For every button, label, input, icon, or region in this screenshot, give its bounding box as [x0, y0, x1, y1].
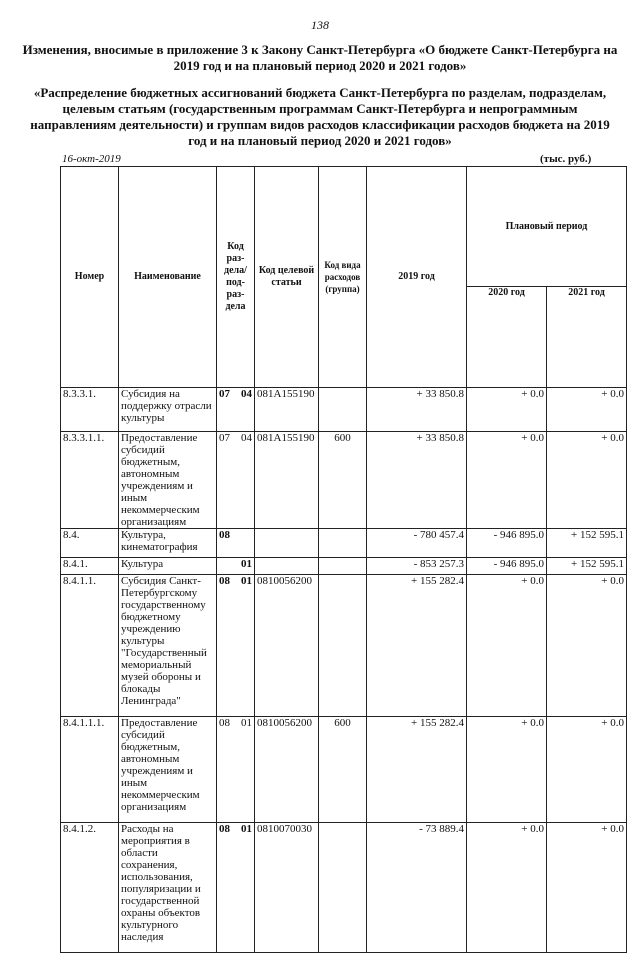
row-2019: + 33 850.8: [367, 388, 467, 432]
row-2020: + 0.0: [467, 432, 547, 529]
row-section: 08 01: [217, 717, 255, 823]
row-2021: + 0.0: [547, 575, 627, 717]
table-row: [61, 529, 627, 558]
row-section: 08 01: [217, 575, 255, 717]
row-section: 07 04: [217, 432, 255, 529]
header-section-code: Код раз-дела/ под-раз-дела: [217, 167, 255, 388]
row-2021: + 152 595.1: [547, 558, 627, 575]
row-name: Культура: [119, 558, 217, 575]
header-planned-period: Плановый период: [467, 167, 627, 287]
units-label: (тыс. руб.): [540, 153, 592, 165]
table-row: [61, 717, 627, 823]
row-number: 8.4.: [61, 529, 119, 558]
row-target: 081A155190: [255, 388, 319, 432]
row-kind: [319, 529, 367, 558]
row-name: Культура, кинематография: [119, 529, 217, 558]
row-name: Предоставление субсидий бюджетным, автономным учреждениям и иным некоммерческим организациям: [119, 432, 217, 529]
row-number: 8.4.1.: [61, 558, 119, 575]
row-kind: 600: [319, 717, 367, 823]
row-name: Субсидия Санкт-Петербургскому государственному бюджетному учреждению культуры "Государственный мемориальный музей обороны и блокады Ленинграда": [119, 575, 217, 717]
row-2019: + 155 282.4: [367, 717, 467, 823]
appendix-title: «Распределение бюджетных ассигнований бюджета Санкт-Петербурга по разделам, подразделам, целевым статьям (государственным программам Санкт-Петербурга и непрограммным направлениям деятельности) и группам видов расходов классификации расходов бюджета на 2019 год и на плановый период 2020 и 2021 годов»: [30, 85, 610, 148]
document-title: Изменения, вносимые в приложение 3 к Закону Санкт-Петербурга «О бюджете Санкт-Петербурга на 2019 год и на плановый период 2020 и 2021 годов»: [22, 42, 618, 73]
row-number: 8.4.1.2.: [61, 823, 119, 953]
row-number: 8.4.1.1.: [61, 575, 119, 717]
row-number: 8.3.3.1.1.: [61, 432, 119, 529]
row-2020: - 946 895.0: [467, 558, 547, 575]
header-2021: 2021 год: [547, 287, 627, 388]
row-target: [255, 529, 319, 558]
row-section: 07 04: [217, 388, 255, 432]
row-name: Предоставление субсидий бюджетным, автономным учреждениям и иным некоммерческим организациям: [119, 717, 217, 823]
row-kind: 600: [319, 432, 367, 529]
row-2021: + 0.0: [547, 823, 627, 953]
row-2020: + 0.0: [467, 823, 547, 953]
header-2019: 2019 год: [367, 167, 467, 388]
row-2019: - 73 889.4: [367, 823, 467, 953]
table-row: [61, 823, 627, 953]
row-2020: + 0.0: [467, 717, 547, 823]
row-kind: [319, 575, 367, 717]
row-2019: + 155 282.4: [367, 575, 467, 717]
row-2020: - 946 895.0: [467, 529, 547, 558]
row-target: [255, 558, 319, 575]
row-2019: + 33 850.8: [367, 432, 467, 529]
table-row: [61, 575, 627, 717]
document-date: 16-окт-2019: [62, 153, 121, 165]
row-target: 0810070030: [255, 823, 319, 953]
row-number: 8.3.3.1.: [61, 388, 119, 432]
row-2019: - 780 457.4: [367, 529, 467, 558]
row-section: 08 01: [217, 823, 255, 953]
row-2020: + 0.0: [467, 388, 547, 432]
header-number: Номер: [61, 167, 119, 388]
row-2020: + 0.0: [467, 575, 547, 717]
row-section: 08: [217, 529, 255, 558]
row-2021: + 152 595.1: [547, 529, 627, 558]
header-2020: 2020 год: [467, 287, 547, 388]
row-2021: + 0.0: [547, 432, 627, 529]
row-kind: [319, 388, 367, 432]
header-name: Наименование: [119, 167, 217, 388]
row-target: 081A155190: [255, 432, 319, 529]
header-expense-kind: Код вида расходов (группа): [319, 167, 367, 388]
row-section: 01: [217, 558, 255, 575]
row-2021: + 0.0: [547, 717, 627, 823]
row-2019: - 853 257.3: [367, 558, 467, 575]
row-2021: + 0.0: [547, 388, 627, 432]
row-kind: [319, 823, 367, 953]
row-name: Субсидия на поддержку отрасли культуры: [119, 388, 217, 432]
table-row: [61, 558, 627, 575]
row-kind: [319, 558, 367, 575]
budget-table: [60, 166, 627, 953]
page-number: 138: [311, 18, 329, 32]
row-number: 8.4.1.1.1.: [61, 717, 119, 823]
row-target: 0810056200: [255, 717, 319, 823]
table-row: [61, 388, 627, 432]
table-row: [61, 432, 627, 529]
row-target: 0810056200: [255, 575, 319, 717]
header-target-code: Код целевой статьи: [255, 167, 319, 388]
row-name: Расходы на мероприятия в области сохранения, использования, популяризации и государственной охраны объектов культурного наследия: [119, 823, 217, 953]
